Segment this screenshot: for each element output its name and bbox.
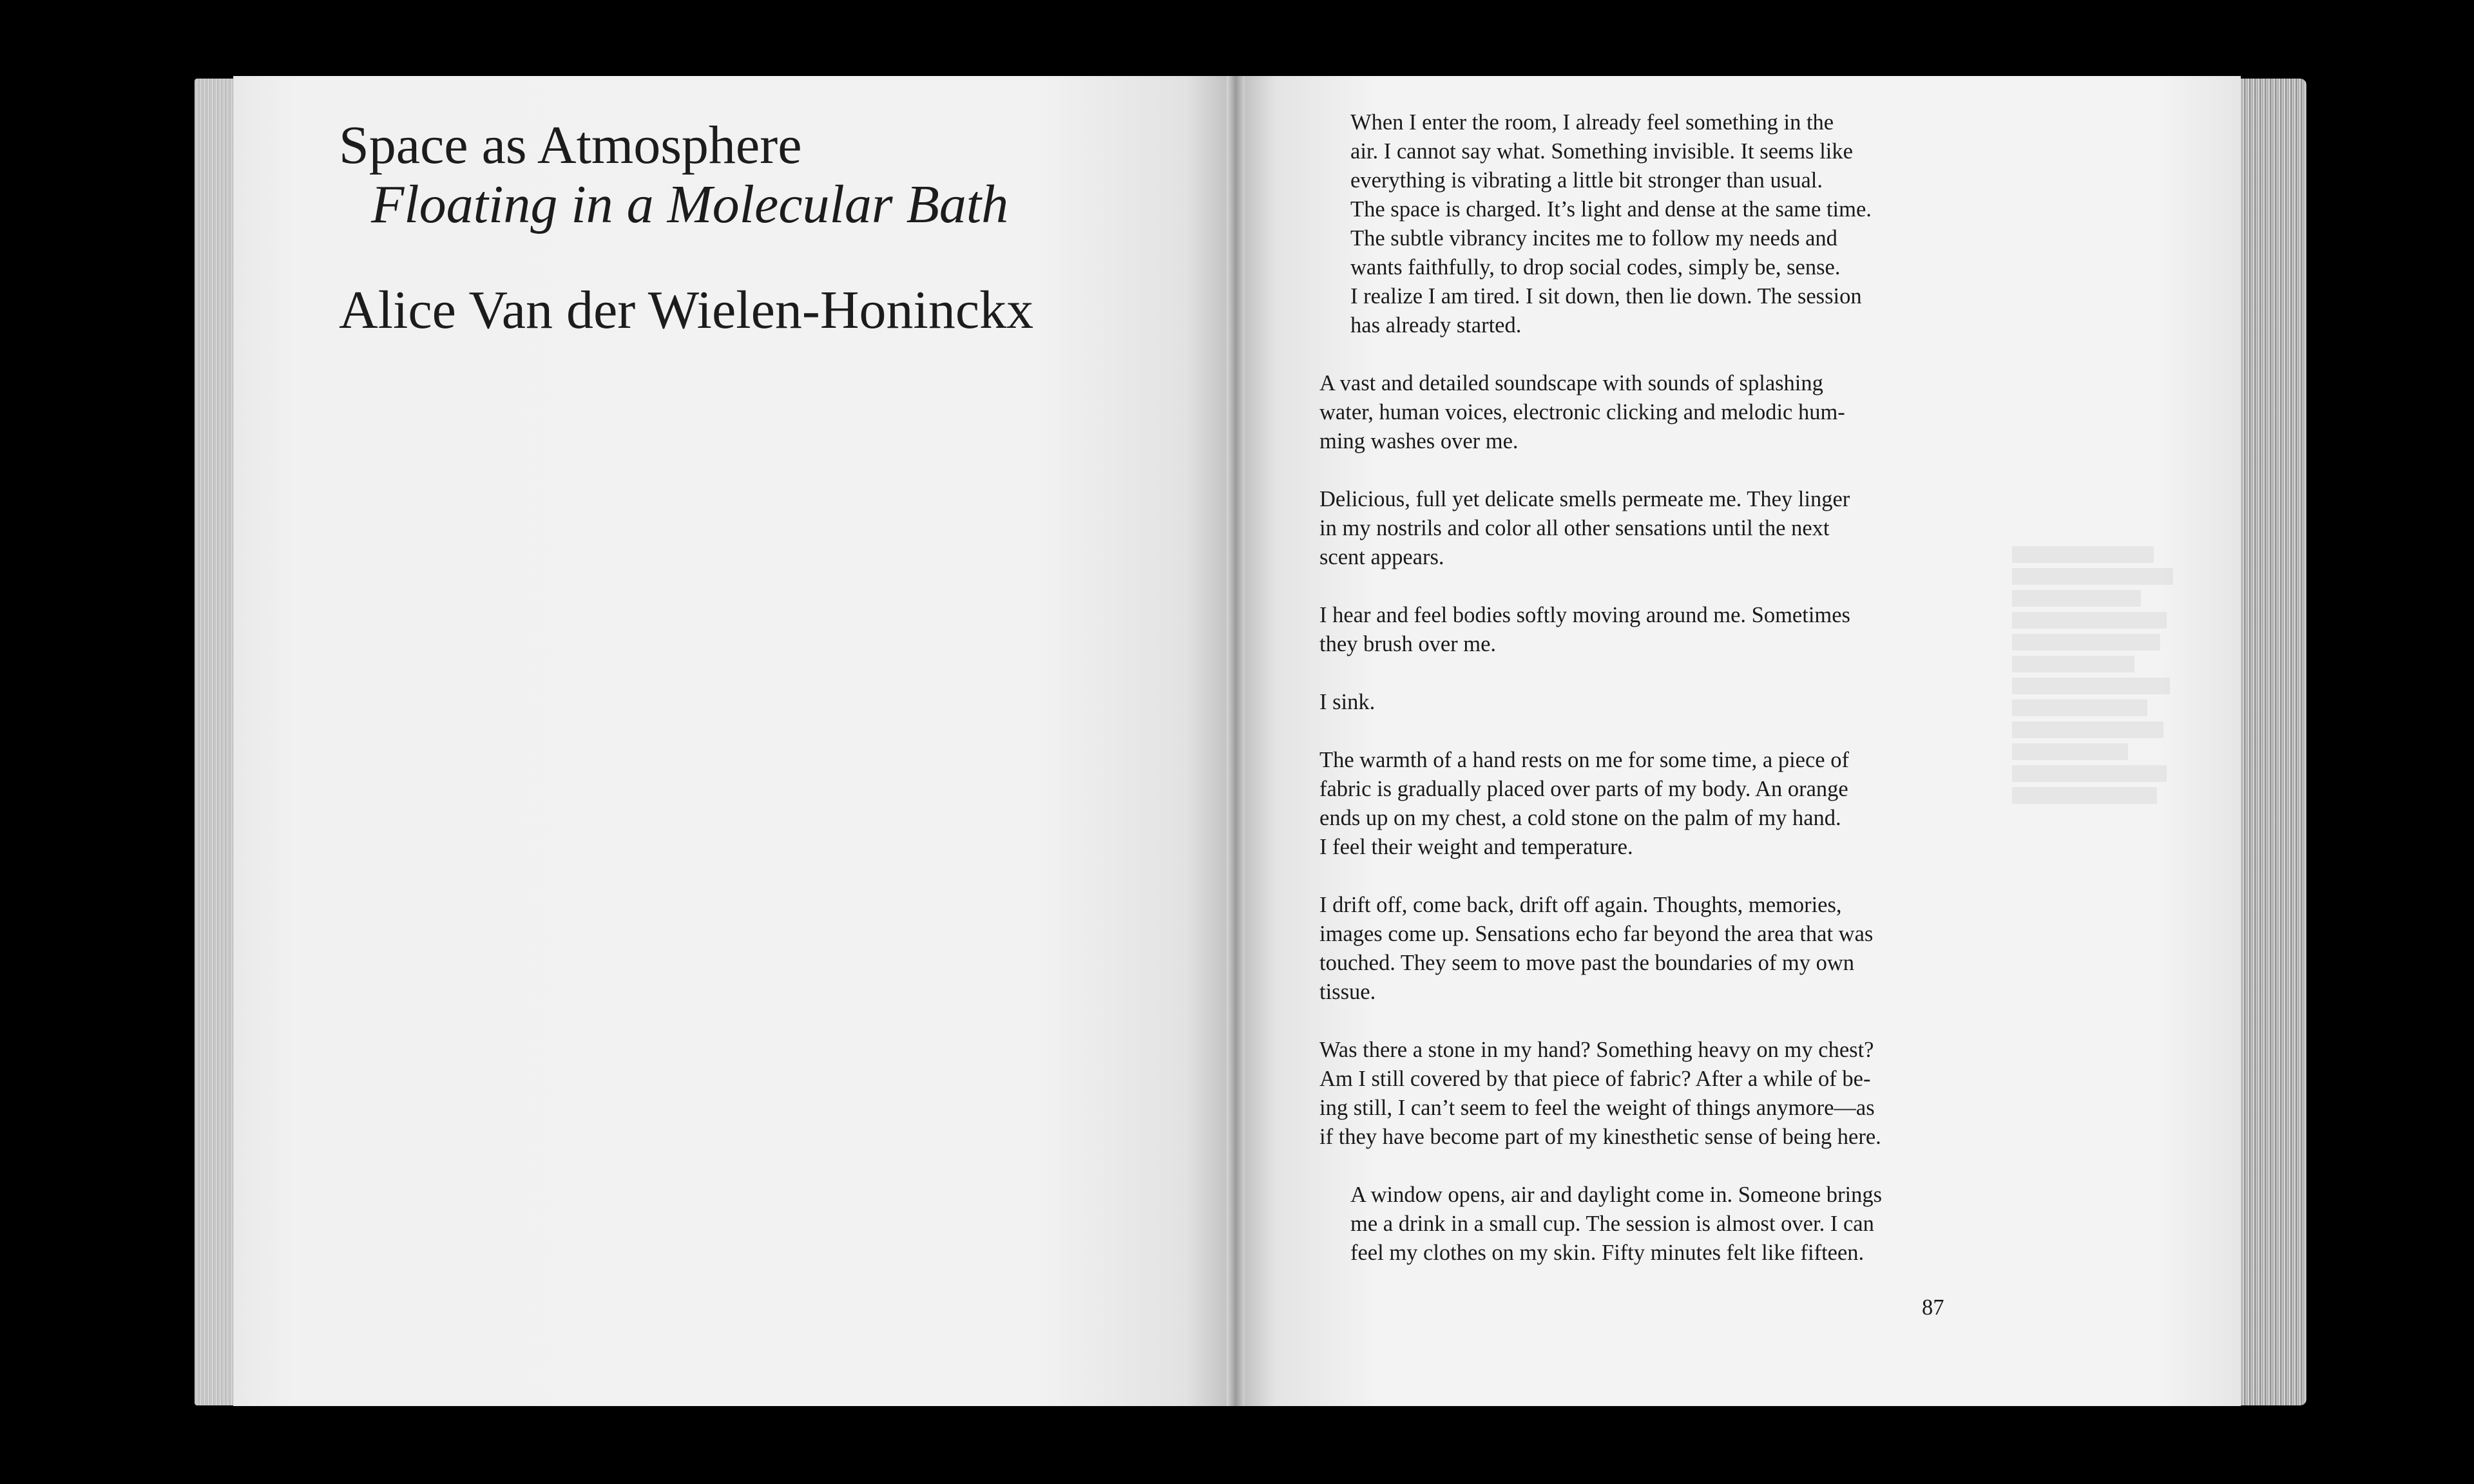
show-through-text <box>2012 546 2192 809</box>
text-line: When I enter the room, I already feel something in the <box>1350 110 1834 135</box>
text-line: A vast and detailed soundscape with sounds of splashing <box>1319 371 1823 395</box>
text-line: air. I cannot say what. Something invisible. It seems like <box>1350 139 1853 164</box>
body-text <box>1319 108 1964 1268</box>
text-line: scent appears. <box>1319 545 1444 569</box>
text-line: ming washes over me. <box>1319 429 1519 453</box>
essay-title: Space as Atmosphere <box>339 115 802 175</box>
text-line: in my nostrils and color all other sensations until the next <box>1319 516 1830 540</box>
text-line: I hear and feel bodies softly moving around me. Sometimes <box>1319 603 1850 627</box>
author-name: Alice Van der Wielen-Honinckx <box>339 280 1034 340</box>
text-line: I realize I am tired. I sit down, then lie down. The session <box>1350 284 1862 309</box>
essay-subtitle: Floating in a Molecular Bath <box>371 175 1009 234</box>
text-line: I sink. <box>1319 690 1376 714</box>
paragraph <box>1319 108 1964 340</box>
text-line: everything is vibrating a little bit stronger than usual. <box>1350 168 1823 193</box>
right-page <box>1236 76 2241 1406</box>
text-line: Was there a stone in my hand? Something heavy on my chest? <box>1319 1038 1874 1062</box>
paragraph <box>1319 1181 1964 1268</box>
text-line: The warmth of a hand rests on me for some time, a piece of <box>1319 748 1849 772</box>
paragraph <box>1319 601 1964 659</box>
text-line: I feel their weight and temperature. <box>1319 835 1633 859</box>
left-page <box>233 76 1236 1406</box>
left-page-edges <box>195 79 235 1405</box>
text-line: me a drink in a small cup. The session is almost over. I can <box>1350 1212 1874 1236</box>
text-line: fabric is gradually placed over parts of my body. An orange <box>1319 777 1848 801</box>
paragraph <box>1319 485 1964 572</box>
paragraph <box>1319 746 1964 862</box>
page-number: 87 <box>1922 1295 1944 1320</box>
right-page-edges <box>2236 79 2306 1405</box>
paragraph <box>1319 688 1964 717</box>
text-line: images come up. Sensations echo far beyond the area that was <box>1319 922 1874 946</box>
text-line: feel my clothes on my skin. Fifty minutes felt like fifteen. <box>1350 1241 1865 1265</box>
text-line: ing still, I can’t seem to feel the weight of things anymore—as <box>1319 1096 1875 1120</box>
text-line: A window opens, air and daylight come in. Someone brings <box>1350 1183 1883 1207</box>
text-line: they brush over me. <box>1319 632 1497 656</box>
text-line: Am I still covered by that piece of fabric? After a while of be- <box>1319 1067 1871 1091</box>
paragraph <box>1319 369 1964 456</box>
text-line: if they have become part of my kinesthetic sense of being here. <box>1319 1125 1881 1149</box>
text-line: tissue. <box>1319 980 1376 1004</box>
text-line: I drift off, come back, drift off again. Thoughts, memories, <box>1319 893 1842 917</box>
text-line: The space is charged. It’s light and dense at the same time. <box>1350 197 1872 222</box>
title-block <box>339 116 1033 340</box>
text-line: touched. They seem to move past the boundaries of my own <box>1319 951 1855 975</box>
text-line: The subtle vibrancy incites me to follow my needs and <box>1350 226 1837 251</box>
paragraph <box>1319 1036 1964 1152</box>
paragraph <box>1319 891 1964 1007</box>
text-line: water, human voices, electronic clicking and melodic hum- <box>1319 400 1845 424</box>
text-line: Delicious, full yet delicate smells permeate me. They linger <box>1319 487 1850 511</box>
text-line: has already started. <box>1350 313 1522 338</box>
text-line: wants faithfully, to drop social codes, simply be, sense. <box>1350 255 1841 280</box>
text-line: ends up on my chest, a cold stone on the palm of my hand. <box>1319 806 1841 830</box>
book-gutter <box>1227 76 1245 1406</box>
